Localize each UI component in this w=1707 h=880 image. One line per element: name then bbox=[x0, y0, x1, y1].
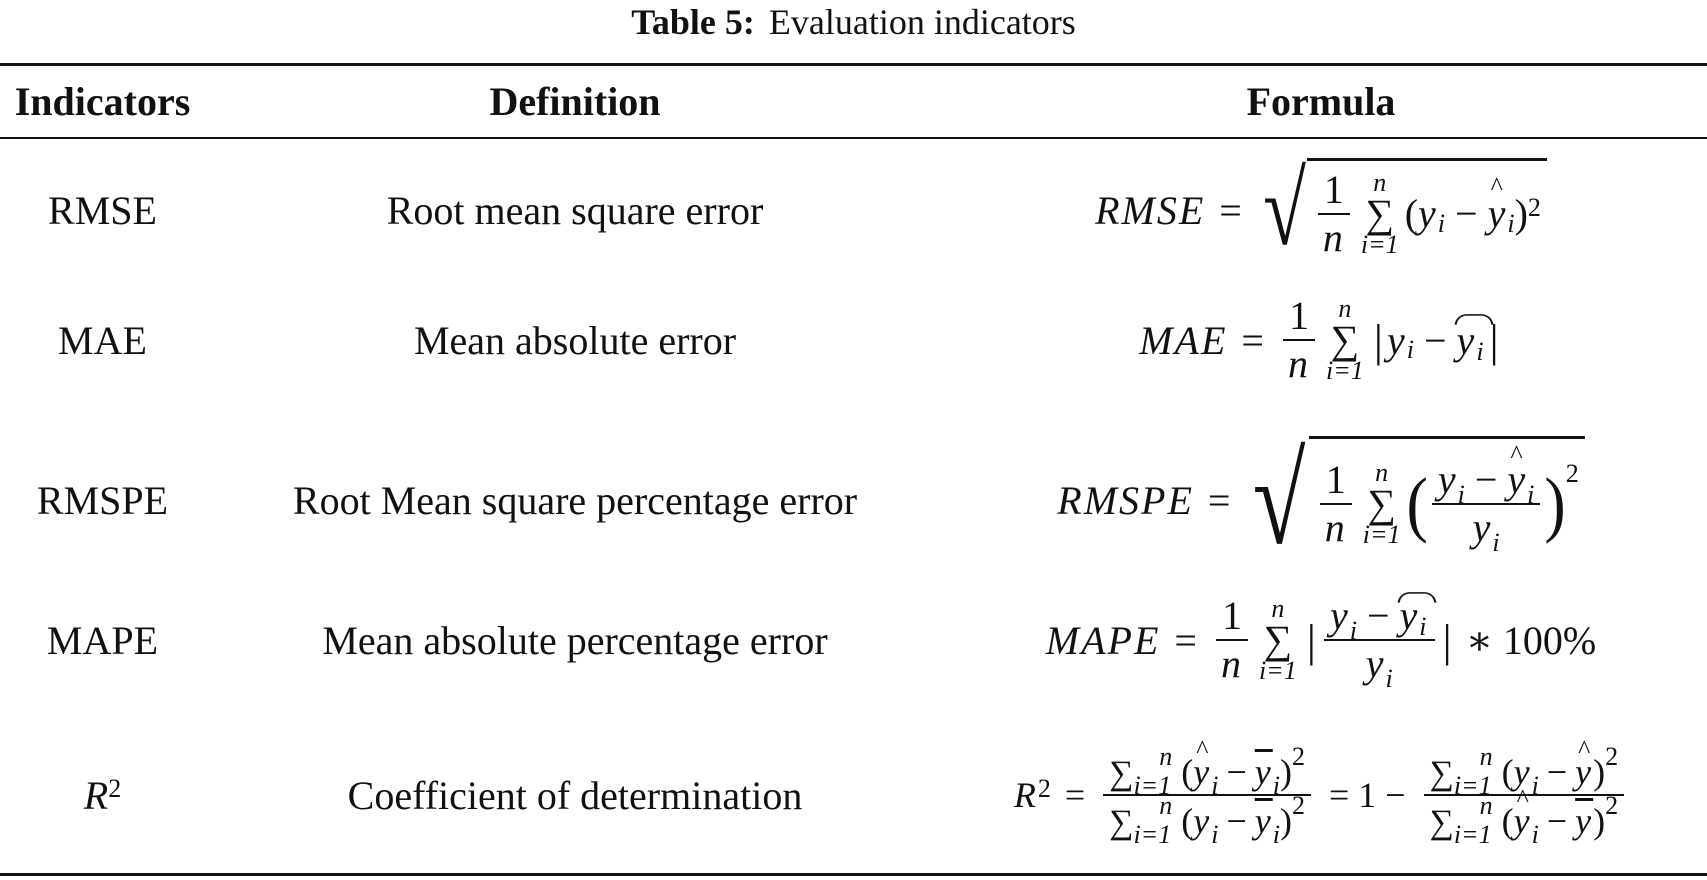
definition-rmspe: Root Mean square percentage error bbox=[292, 477, 858, 523]
table-caption bbox=[0, 0, 1707, 44]
indicator-mape: MAPE bbox=[46, 617, 159, 663]
header-definition: Definition bbox=[489, 79, 661, 124]
definition-mae: Mean absolute error bbox=[413, 317, 737, 363]
bottom-rule bbox=[0, 873, 1707, 876]
top-rule bbox=[0, 63, 1707, 66]
formula-rmse: RMSE = √ $\frac{1}{n}$ n ∑ i=1 ( y i − ^ y i ) 2 bbox=[935, 150, 1707, 270]
table-number: Table 5: bbox=[631, 2, 755, 42]
formula-mape: MAPE = $\frac{1}{n}$ n ∑ i=1 | $\frac{y_i - yi}{y_i}$ | ∗ 100% bbox=[1045, 593, 1597, 693]
table-title: Evaluation indicators bbox=[768, 2, 1076, 42]
indicator-rmspe: RMSPE bbox=[36, 477, 169, 523]
formula-r2: R 2 = $\frac{\sum_{i=1}^n (\^{} y_i - \overline{y}_i)^2}{\sum_{i=1}^n (y_i - \overline{y}_i)^2}$ = 1 − $\frac{\sum_{i=1}^n (y_i - \^{} y)^2}{\sum_{i=1}^n (\^{} y_i - \overline{y})^2}$ bbox=[935, 720, 1707, 870]
header-rule bbox=[0, 137, 1707, 139]
definition-mape: Mean absolute percentage error bbox=[322, 617, 828, 663]
formula-mae: MAE = $\frac{1}{n}$ n ∑ i=1 | y i − yi | bbox=[1139, 293, 1499, 386]
header-indicators: Indicators bbox=[14, 79, 191, 124]
definition-r2: Coefficient of determination bbox=[347, 772, 803, 818]
indicator-mae: MAE bbox=[58, 317, 147, 363]
definition-rmse: Root mean square error bbox=[386, 187, 764, 233]
header-formula: Formula bbox=[1246, 79, 1396, 124]
formula-rmspe: RMSPE = √ $\frac{1}{n}$ n ∑ i=1 ( $\frac{y_i - \^{} y_i}{y_i}$ ) 2 bbox=[935, 425, 1707, 575]
indicator-rmse: RMSE bbox=[48, 187, 157, 233]
indicator-r2: R 2 bbox=[83, 772, 122, 818]
